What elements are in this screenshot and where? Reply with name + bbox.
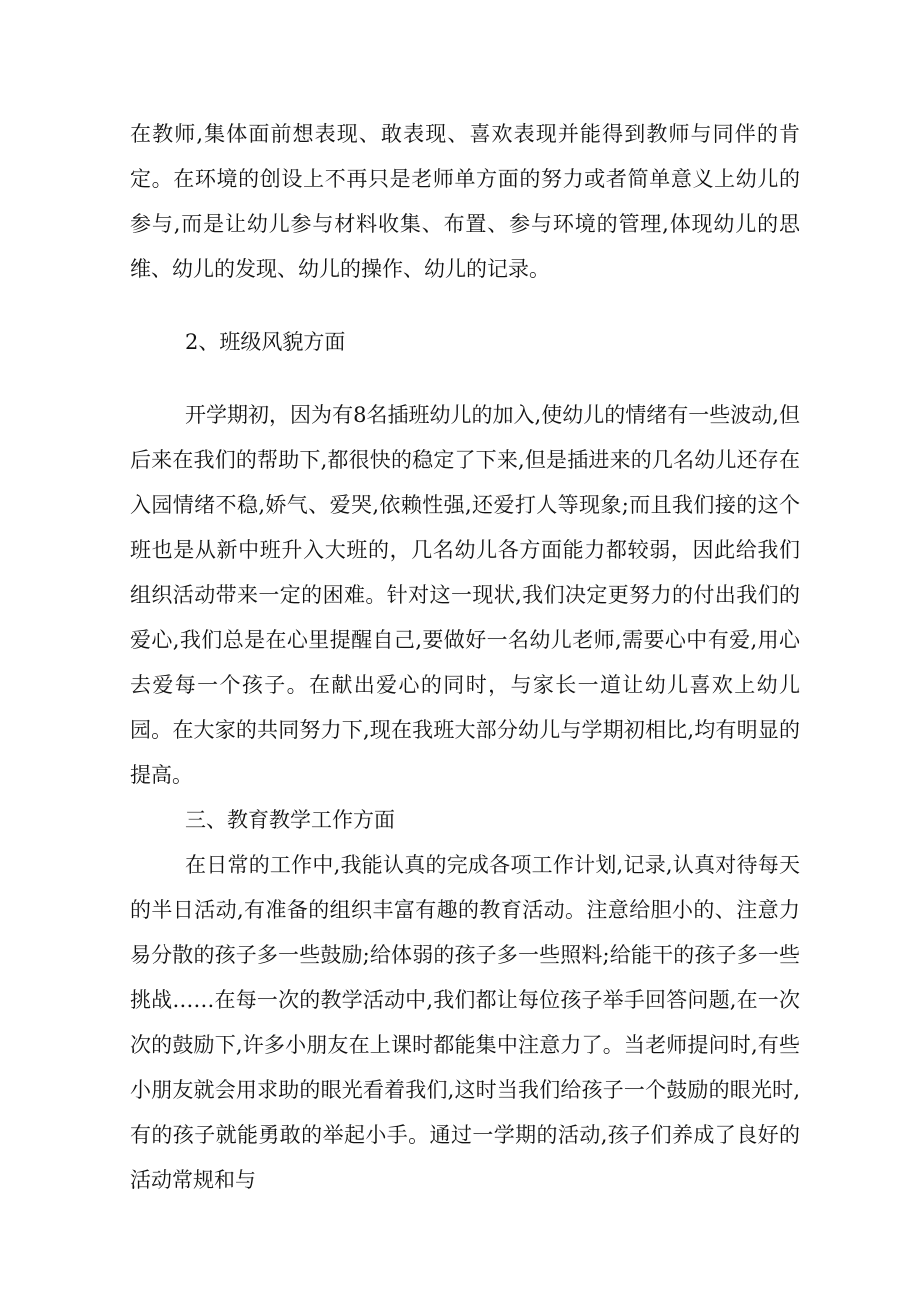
- heading-class-style: 2、班级风貌方面: [185, 330, 346, 354]
- paragraph-class-style: 开学期初，因为有8名插班幼儿的加入,使幼儿的情绪有一些波动,但后来在我们的帮助下,都很快的稳定了下来,但是插进来的几名幼儿还存在入园情绪不稳,娇气、爱哭,依赖性强,还爱打人等现象;而且我们接的这个班也是从新中班升入大班的，几名幼儿各方面能力都较弱，因此给我们组织活动带来一定的困难。针对这一现状,我们决定更努力的付出我们的爱心,我们总是在心里提醒自己,要做好一名幼儿老师,需要心中有爱,用心去爱每一个孩子。在献出爱心的同时，与家长一道让幼儿喜欢上幼儿园。在大家的共同努力下,现在我班大部分幼儿与学期初相比,均有明显的提高。: [130, 403, 800, 787]
- heading-teaching-work: 三、教育教学工作方面: [185, 808, 395, 832]
- paragraph-teaching-work: 在日常的工作中,我能认真的完成各项工作计划,记录,认真对待每天的半日活动,有准备的组织丰富有趣的教育活动。注意给胆小的、注意力易分散的孩子多一些鼓励;给体弱的孩子多一些照料;给能干的孩子多一些挑战……在每一次的教学活动中,我们都让每位孩子举手回答问题,在一次次的鼓励下,许多小朋友在上课时都能集中注意力了。当老师提问时,有些小朋友就会用求助的眼光看着我们,这时当我们给孩子一个鼓励的眼光时,有的孩子就能勇敢的举起小手。通过一学期的活动,孩子们养成了良好的活动常规和与: [130, 853, 800, 1192]
- paragraph-environment: 在教师,集体面前想表现、敢表现、喜欢表现并能得到教师与同伴的肯定。在环境的创设上不再只是老师单方面的努力或者简单意义上幼儿的参与,而是让幼儿参与材料收集、布置、参与环境的管理,体现幼儿的思维、幼儿的发现、幼儿的操作、幼儿的记录。: [130, 122, 800, 281]
- document-body: [130, 112, 800, 1203]
